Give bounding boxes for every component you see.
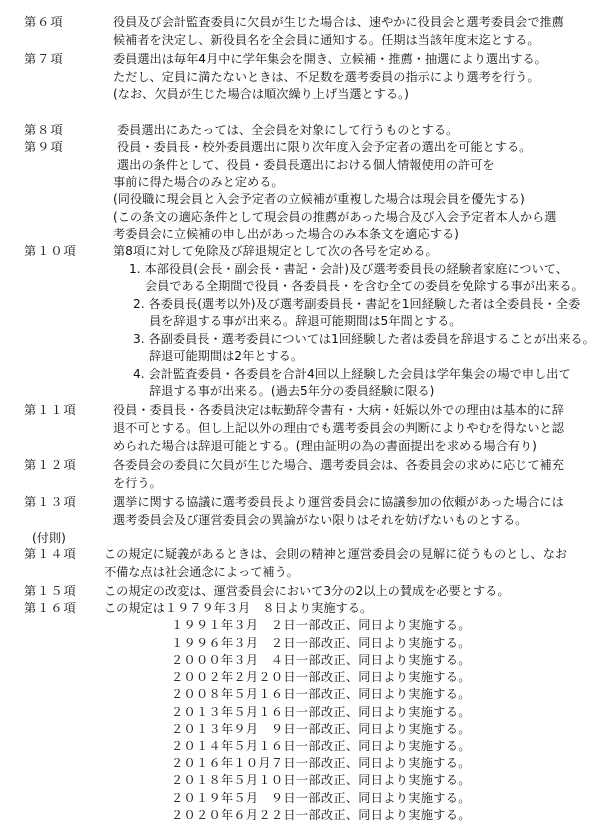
amendment-entry: ２０１９年５月 ９日一部改正、同日より実施する。 <box>171 791 471 805</box>
article-9-line-6: 考委員会に立候補の申し出があった場合のみ本条文を適応する) <box>113 227 459 241</box>
article-16-line-1: この規定は１９７９年３月 ８日より実施する。 <box>104 601 373 615</box>
amendment-entry: ２００８年５月１６日一部改正、同日より実施する。 <box>171 687 471 701</box>
article-7-label: 第７項 <box>24 52 64 66</box>
article-9-line-3: 事前に得た場合のみと定める。 <box>113 175 284 189</box>
article-7-line-2: ただし、定員に満たないときは、不足数を選考委員の指示により選考を行う。 <box>113 70 540 84</box>
article-16-label: 第１６項 <box>24 601 77 615</box>
article-10-item-1-cont: 会員である全期間で役員・各委員長・を含む全ての委員を免除する事が出来る。 <box>145 279 584 293</box>
amendment-entry: ２０１６年１０月７日一部改正、同日より実施する。 <box>171 756 471 770</box>
article-6-line-2: 候補者を決定し、新役員名を全会員に通知する。任期は当該年度末迄とする。 <box>113 33 540 47</box>
amendment-entry: ２０１４年５月１６日一部改正、同日より実施する。 <box>171 739 471 753</box>
article-11-label: 第１１項 <box>24 403 77 417</box>
article-15-line-1: この規定の改変は、運営委員会において3分の2以上の賛成を必要とする。 <box>104 584 510 598</box>
article-8-label: 第８項 <box>24 123 64 137</box>
supplementary-provisions-heading: (付則) <box>32 531 66 545</box>
article-10-item-3: 3. 各副委員長・選考委員については1回経験した者は委員を辞退することが出来る。 <box>133 332 595 346</box>
article-11-line-1: 役員・委員長・各委員決定は転勤辞令書有・大病・妊娠以外での理由は基本的に辞 <box>113 403 564 417</box>
article-11-line-3: められた場合は辞退可能とする。(理由証明の為の書面提出を求める場合有り) <box>113 439 537 453</box>
article-10-item-4: 4. 会計監査委員・各委員を合計4回以上経験した会員は学年集会の場で申し出て <box>133 367 571 381</box>
amendment-entry: ２０１３年９月 ９日一部改正、同日より実施する。 <box>171 722 471 736</box>
article-7-line-1: 委員選出は毎年4月中に学年集会を開き、立候補・推薦・抽選により選出する。 <box>113 52 547 66</box>
amendment-entry: １９９６年３月 ２日一部改正、同日より実施する。 <box>171 636 471 650</box>
article-14-line-2: 不備な点は社会通念によって補う。 <box>104 565 299 579</box>
amendment-entry: ２０１８年５月１０日一部改正、同日より実施する。 <box>171 773 471 787</box>
article-12-line-2: を行う。 <box>113 476 162 490</box>
article-9-label: 第９項 <box>24 140 64 154</box>
article-13-line-1: 選挙に関する協議に選考委員長より運営委員会に協議参加の依頼があった場合には <box>113 495 564 509</box>
amendment-entry: ２０１３年５月１６日一部改正、同日より実施する。 <box>171 705 471 719</box>
article-9-line-5: (この条文の適応条件として現会員の推薦があった場合及び入会予定者本人から選 <box>113 210 557 224</box>
article-13-line-2: 選考委員会及び運営委員会の異論がない限りはそれを妨げないものとする。 <box>113 513 528 527</box>
article-12-line-1: 各委員会の委員に欠員が生じた場合、選考委員会は、各委員会の求めに応じて補充 <box>113 458 564 472</box>
article-10-item-1: 1. 本部役員(会長・副会長・書記・会計)及び選考委員長の経験者家庭について、 <box>129 262 568 276</box>
article-10-item-2-cont: 員を辞退する事が出来る。辞退可能期間は5年間とする。 <box>149 314 462 328</box>
article-13-label: 第１３項 <box>24 495 77 509</box>
article-9-line-2: 選出の条件として、役員・委員長選出における個人情報使用の許可を <box>117 158 495 172</box>
amendment-entry: １９９１年３月 ２日一部改正、同日より実施する。 <box>171 618 471 632</box>
article-6-line-1: 役員及び会計監査委員に欠員が生じた場合は、速やかに役員会と選考委員会で推薦 <box>113 15 564 29</box>
amendment-entry: ２００２年２月２０日一部改正、同日より実施する。 <box>171 670 471 684</box>
article-12-label: 第１２項 <box>24 458 77 472</box>
article-14-line-1: この規定に疑義があるときは、会則の精神と運営委員会の見解に従うものとし、なお <box>104 547 568 561</box>
amendment-entry: ２０００年３月 ４日一部改正、同日より実施する。 <box>171 653 471 667</box>
article-14-label: 第１４項 <box>24 547 77 561</box>
article-10-item-3-cont: 辞退可能期間は2年とする。 <box>149 349 304 363</box>
article-8-line-1: 委員選出にあたっては、全会員を対象にして行うものとする。 <box>117 123 459 137</box>
article-11-line-2: 退不可とする。但し上記以外の理由でも選考委員会の判断によりやむを得ないと認 <box>113 421 564 435</box>
article-10-item-2: 2. 各委員長(選考以外)及び選考副委員長・書記を1回経験した者は全委員長・全委 <box>133 297 581 311</box>
amendment-entry: ２０２０年６月２２日一部改正、同日より実施する。 <box>171 808 471 822</box>
article-10-label: 第１０項 <box>24 244 77 258</box>
article-6-label: 第６項 <box>24 15 64 29</box>
article-10-item-4-cont: 辞退する事が出来る。(過去5年分の委員経験に限る) <box>149 384 435 398</box>
article-7-line-3: (なお、欠員が生じた場合は順次繰り上げ当選とする。) <box>113 87 409 101</box>
article-9-line-4: (同役職に現会員と入会予定者の立候補が重複した場合は現会員を優先する) <box>113 192 525 206</box>
article-10-line-1: 第8項に対して免除及び辞退規定として次の各号を定める。 <box>113 244 438 258</box>
article-9-line-1: 役員・委員長・校外委員選出に限り次年度入会予定者の選出を可能とする。 <box>117 140 532 154</box>
article-15-label: 第１５項 <box>24 584 77 598</box>
